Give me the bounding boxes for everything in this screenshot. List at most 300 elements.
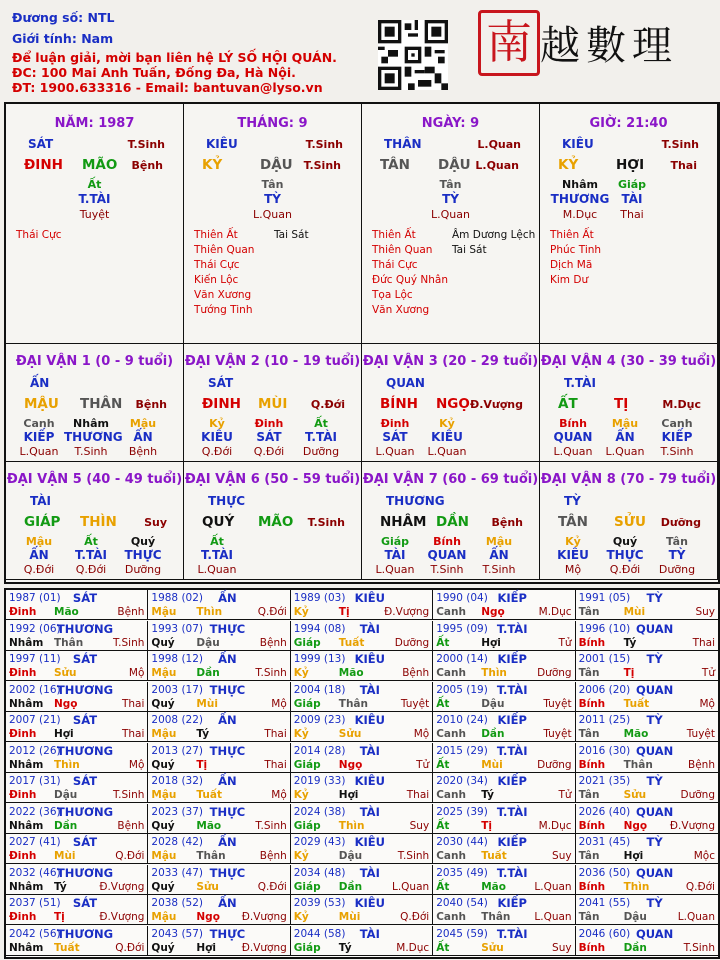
year-stage: Q.Đới (400, 911, 430, 923)
year-stage: Dưỡng (537, 667, 572, 679)
year-stem: Canh (436, 606, 466, 618)
year-ten-god: TÀI (359, 865, 380, 880)
year-label: 2037 (51) (9, 897, 61, 909)
luck-cycle-cell (362, 462, 540, 580)
year-label: 1997 (11) (9, 653, 61, 665)
hidden-ten-god: THƯƠNG (550, 192, 610, 206)
year-cell (576, 865, 718, 895)
year-cell (148, 621, 290, 651)
year-stem: Bính (578, 880, 606, 893)
year-cell (6, 743, 148, 773)
year-stage: Q.Đới (257, 880, 287, 893)
year-cell (148, 590, 290, 620)
luck-cycle-title: ĐẠI VẬN 5 (40 - 49 tuổi) (6, 472, 183, 487)
year-branch: Tị (196, 758, 208, 771)
year-stem: Nhâm (9, 697, 44, 710)
year-label: 2005 (19) (436, 683, 488, 696)
hidden-stem: Kỷ (209, 417, 225, 430)
pillar-stem: KỶ (558, 157, 579, 173)
gender-line: Giới tính: Nam (12, 31, 114, 46)
pillar-title: THÁNG: 9 (237, 116, 308, 131)
year-ten-god: T.TÀI (496, 865, 528, 880)
year-cell (6, 682, 148, 712)
year-stem: Nhâm (9, 758, 44, 771)
hidden-stem: Ất (314, 417, 328, 430)
year-ten-god: TÀI (359, 621, 380, 636)
year-branch: Tuất (623, 697, 650, 710)
star-item: Thái Cực (16, 229, 62, 241)
year-cell (433, 804, 575, 834)
hidden-stage: Q.Đới (609, 563, 641, 576)
pillar-branch: HỢI (616, 157, 645, 173)
year-stage: M.Dục (538, 819, 572, 832)
year-ten-god: KIẾP (497, 652, 527, 666)
year-stem: Mậu (151, 667, 177, 679)
year-ten-god: TÀI (359, 926, 380, 941)
year-stem: Mậu (151, 606, 177, 618)
hidden-stem: Mậu (129, 417, 157, 430)
hidden-stage: L.Quan (605, 445, 645, 458)
year-ten-god: ẤN (218, 713, 237, 727)
luck-stem: NHÂM (380, 514, 427, 530)
year-label: 2002 (16) (9, 683, 61, 696)
year-label: 2032 (46) (9, 866, 61, 879)
year-stage: Đ.Vượng (241, 941, 287, 954)
year-label: 2040 (54) (436, 897, 488, 909)
hidden-ten-god: QUAN (553, 430, 593, 444)
year-branch: Dần (338, 880, 363, 893)
year-label: 2010 (24) (436, 714, 488, 726)
year-stage: Đ.Vượng (99, 911, 145, 923)
year-branch: Mùi (481, 758, 503, 771)
year-branch: Mão (196, 819, 222, 832)
annual-table (4, 588, 720, 959)
luck-branch: MÃO (258, 514, 294, 530)
year-branch: Dậu (623, 911, 647, 923)
year-stem: Bính (578, 636, 606, 649)
year-stem: Quý (151, 758, 175, 771)
year-cell (148, 804, 290, 834)
year-label: 2025 (39) (436, 805, 488, 818)
luck-stem: TÂN (558, 514, 588, 530)
year-ten-god: QUAN (635, 621, 674, 636)
year-label: 2035 (49) (436, 866, 488, 879)
hidden-stem: Bính (559, 417, 587, 430)
luck-stage: Đ.Vượng (469, 398, 523, 411)
year-stem: Ất (436, 819, 450, 832)
pillar-cell (6, 104, 184, 344)
year-cell (576, 621, 718, 651)
year-stage: Thai (121, 728, 145, 740)
year-label: 1994 (08) (293, 622, 346, 635)
year-label: 2014 (28) (293, 744, 346, 757)
star-item: Thái Cực (372, 259, 418, 271)
year-branch: Dần (54, 819, 78, 832)
year-label: 2044 (58) (293, 927, 346, 940)
year-cell (291, 590, 433, 620)
year-stage: Suy (552, 941, 572, 954)
luck-cycle-title: ĐẠI VẬN 1 (0 - 9 tuổi) (15, 354, 174, 369)
pillar-branch: MÃO (82, 157, 118, 173)
luck-stage: Bệnh (491, 516, 523, 529)
hidden-stage: Thai (620, 208, 644, 221)
year-cell (576, 712, 718, 742)
year-branch: Tuất (338, 636, 365, 649)
year-branch: Sửu (481, 941, 504, 954)
star-item: Văn Xương (372, 304, 430, 316)
year-label: 2011 (25) (578, 714, 631, 726)
year-stem: Nhâm (9, 819, 44, 832)
hidden-ten-god: KIÊU (431, 430, 463, 444)
year-cell (576, 743, 718, 773)
year-branch: Ngọ (481, 606, 505, 618)
year-stage: Tử (558, 636, 572, 649)
brand-title: 越數理 (540, 23, 678, 69)
year-stem: Giáp (293, 941, 321, 954)
year-stem: Nhâm (9, 880, 44, 893)
year-stage: Suy (409, 819, 430, 832)
year-stage: Suy (695, 606, 715, 618)
year-stem: Kỷ (293, 789, 309, 801)
star-item: Phúc Tinh (550, 244, 602, 256)
luck-ten-god: TÀI (30, 494, 52, 508)
pillar-cell (540, 104, 718, 344)
year-cell (291, 621, 433, 651)
year-stage: T.Sinh (112, 636, 145, 649)
year-stem: Mậu (151, 911, 177, 923)
year-label: 1988 (02) (151, 592, 204, 604)
year-cell (433, 743, 575, 773)
hidden-stage: L.Quan (427, 445, 467, 458)
luck-stage: Dưỡng (660, 516, 701, 529)
hidden-stage: M.Dục (562, 208, 598, 221)
year-label: 1999 (13) (293, 653, 346, 665)
pillar-stem: TÂN (380, 157, 410, 173)
year-stage: T.Sinh (255, 667, 287, 679)
year-cell (433, 682, 575, 712)
luck-cycle-cell (6, 462, 184, 580)
year-stage: Thai (264, 758, 287, 771)
year-cell (433, 834, 575, 864)
year-label: 2036 (50) (578, 866, 631, 879)
year-branch: Tị (338, 606, 350, 618)
year-label: 2031 (45) (578, 836, 631, 848)
star-item: Thiên Quan (372, 244, 433, 256)
hidden-stage: L.Quan (197, 563, 237, 576)
year-stage: Đ.Vượng (99, 880, 145, 893)
year-cell (576, 773, 718, 803)
hidden-ten-god: KIÊU (201, 430, 233, 444)
year-label: 2015 (29) (436, 744, 488, 757)
year-branch: Thìn (196, 606, 223, 618)
year-ten-god: KIÊU (354, 713, 385, 727)
pillar-stage: Bệnh (131, 159, 163, 172)
year-branch: Sửu (338, 728, 362, 740)
year-stage: Tuyệt (686, 728, 715, 740)
hidden-stage: L.Quan (431, 208, 470, 221)
hidden-stage: Q.Đới (23, 563, 55, 576)
year-label: 1990 (04) (436, 592, 488, 604)
year-stage: Đ.Vượng (241, 911, 287, 923)
year-label: 2030 (44) (436, 836, 488, 848)
year-cell (6, 926, 148, 956)
year-branch: Mùi (623, 606, 646, 618)
star-item: Dịch Mã (550, 259, 593, 271)
star-item: Thái Cực (194, 259, 240, 271)
year-stem: Tân (578, 850, 600, 862)
year-branch: Thìn (338, 819, 365, 832)
year-cell (433, 590, 575, 620)
luck-stem: MẬU (24, 396, 59, 412)
year-stem: Nhâm (9, 941, 44, 954)
year-ten-god: THƯƠNG (56, 926, 114, 941)
year-label: 2012 (26) (9, 744, 61, 757)
year-ten-god: THỰC (209, 743, 246, 758)
year-label: 2024 (38) (293, 805, 346, 818)
year-label: 2018 (32) (151, 775, 204, 787)
hidden-ten-god: KIẾP (661, 430, 693, 444)
year-branch: Thìn (623, 880, 650, 893)
year-stage: Bệnh (117, 606, 145, 618)
luck-stem: BÍNH (380, 396, 418, 412)
luck-cycle-title: ĐẠI VẬN 8 (70 - 79 tuổi) (540, 472, 717, 487)
hidden-stage: Q.Đới (75, 563, 107, 576)
year-branch: Ngọ (338, 758, 363, 771)
year-stem: Đinh (9, 850, 37, 862)
year-stage: Mộ (128, 758, 145, 771)
year-stem: Ất (436, 697, 450, 710)
pillar-title: GIỜ: 21:40 (589, 116, 668, 131)
year-stem: Giáp (293, 697, 321, 710)
luck-stem: ẤT (558, 396, 578, 412)
year-stem: Kỷ (293, 850, 309, 862)
luck-branch: MÙI (258, 396, 288, 412)
year-label: 2007 (21) (9, 714, 61, 726)
star-item: Văn Xương (194, 289, 252, 301)
hidden-ten-god: TỲ (668, 548, 686, 562)
year-cell (576, 834, 718, 864)
year-branch: Mão (338, 667, 364, 679)
year-stem: Kỷ (293, 911, 309, 923)
pillar-ten-god: KIÊU (206, 137, 238, 151)
hidden-stem: Nhâm (73, 417, 109, 430)
year-branch: Thân (481, 911, 511, 923)
hidden-stage: T.Sinh (482, 563, 516, 576)
luck-ten-god: SÁT (208, 376, 234, 390)
year-label: 2028 (42) (151, 836, 204, 848)
year-cell (576, 926, 718, 956)
year-stem: Quý (151, 941, 175, 954)
year-branch: Hợi (481, 636, 501, 649)
pillar-stem: KỶ (202, 157, 223, 173)
contact-line-3: ĐT: 1900.633316 - Email: bantuvan@lyso.vn (12, 80, 323, 95)
year-cell (148, 773, 290, 803)
pillar-stage: T.Sinh (303, 159, 341, 172)
year-branch: Hợi (623, 850, 644, 862)
year-label: 2023 (37) (151, 805, 204, 818)
year-stage: Q.Đới (257, 606, 287, 618)
hidden-ten-god: T.TÀI (75, 548, 107, 562)
pillar-ten-god: KIÊU (562, 137, 594, 151)
year-branch: Tuất (54, 941, 80, 954)
luck-stem: QUÝ (202, 514, 235, 530)
luck-ten-god: TỲ (564, 494, 581, 508)
year-label: 2043 (57) (151, 927, 204, 940)
year-label: 1996 (10) (578, 622, 631, 635)
year-stem: Bính (578, 758, 606, 771)
hidden-ten-god: THỰC (124, 548, 162, 562)
pillar-stage-top: T.Sinh (127, 138, 165, 151)
luck-branch: SỬU (614, 514, 646, 530)
year-label: 2006 (20) (578, 683, 631, 696)
year-stage: Tử (701, 667, 715, 679)
year-branch: Mão (481, 880, 506, 893)
luck-stem: GIÁP (24, 514, 61, 530)
year-branch: Mão (54, 606, 79, 618)
year-cell (148, 743, 290, 773)
luck-stage: Q.Đới (310, 398, 345, 411)
hidden-stage: L.Quan (19, 445, 59, 458)
year-stage: Tuyệt (543, 728, 572, 740)
year-ten-god: THƯƠNG (56, 743, 114, 758)
pillar-title: NĂM: 1987 (54, 116, 135, 131)
year-ten-god: SÁT (72, 591, 98, 605)
luck-stage: M.Dục (662, 398, 701, 411)
year-ten-god: KIẾP (497, 774, 527, 788)
luck-stage: Suy (144, 516, 167, 529)
luck-branch: NGỌ (436, 396, 470, 412)
contact-line-1: Để luận giải, mời bạn liên hệ LÝ SỐ HỘI QUÁN. (12, 50, 337, 65)
year-stage: Tuyệt (543, 697, 572, 710)
year-stage: T.Sinh (397, 850, 430, 862)
year-branch: Tý (623, 636, 637, 649)
year-branch: Tý (54, 880, 67, 893)
luck-stage: Bệnh (135, 398, 167, 411)
luck-cycle-cell (184, 462, 362, 580)
hidden-stage: Mộ (564, 563, 582, 576)
year-stage: T.Sinh (683, 941, 715, 954)
year-ten-god: ẤN (218, 896, 237, 910)
hidden-stem: Tân (439, 178, 462, 191)
year-stage: Dưỡng (537, 758, 572, 771)
year-ten-god: THƯƠNG (56, 804, 114, 819)
hidden-stage: Dưỡng (658, 563, 696, 576)
luck-cycle-cell (540, 344, 718, 462)
year-cell (291, 834, 433, 864)
year-ten-god: TỲ (646, 835, 663, 849)
hidden-stem: Canh (661, 417, 693, 430)
year-label: 2004 (18) (293, 683, 346, 696)
luck-stem: ĐINH (202, 396, 241, 412)
hidden-stem: Giáp (380, 535, 410, 548)
pillar-ten-god: SÁT (28, 137, 54, 151)
year-cell (6, 865, 148, 895)
hidden-stem: Ất (210, 535, 224, 548)
year-cell (576, 804, 718, 834)
year-branch: Tị (54, 911, 65, 923)
hidden-ten-god: TỲ (442, 192, 459, 206)
hidden-stage: L.Quan (553, 445, 593, 458)
year-ten-god: ẤN (218, 774, 237, 788)
year-label: 2038 (52) (151, 897, 204, 909)
year-label: 1993 (07) (151, 622, 204, 635)
hidden-stage: Q.Đới (253, 445, 285, 458)
star-item: Kiến Lộc (194, 274, 239, 286)
year-stem: Tân (578, 667, 600, 679)
chart-grid (4, 102, 720, 584)
year-branch: Mùi (338, 911, 361, 923)
year-label: 2033 (47) (151, 866, 204, 879)
hidden-stage: T.Sinh (74, 445, 108, 458)
year-branch: Tị (481, 819, 492, 832)
year-label: 2041 (55) (578, 897, 631, 909)
qr-code-icon[interactable] (378, 20, 448, 90)
hidden-ten-god: ẤN (133, 430, 153, 444)
luck-cycle-title: ĐẠI VẬN 4 (30 - 39 tuổi) (540, 354, 717, 369)
pillar-stage-top: T.Sinh (661, 138, 699, 151)
year-branch: Ngọ (54, 697, 78, 710)
year-cell (148, 895, 290, 925)
hidden-stem: Đinh (254, 417, 284, 430)
year-label: 2029 (43) (293, 836, 346, 848)
year-label: 2000 (14) (436, 653, 488, 665)
pillar-ten-god: THÂN (384, 137, 422, 151)
year-ten-god: THỰC (209, 804, 246, 819)
year-cell (433, 865, 575, 895)
year-stem: Quý (151, 636, 175, 649)
year-cell (291, 773, 433, 803)
hidden-stem: Mậu (485, 535, 513, 548)
pillar-cell (184, 104, 362, 344)
year-label: 2021 (35) (578, 775, 631, 787)
hidden-stem: Bính (433, 535, 461, 548)
year-stem: Mậu (151, 789, 177, 801)
year-branch: Ngọ (196, 911, 220, 923)
year-stage: Tuyệt (400, 697, 430, 710)
year-branch: Dậu (481, 697, 505, 710)
pillar-stage-top: T.Sinh (305, 138, 343, 151)
year-stem: Ất (436, 880, 450, 893)
year-branch: Tuất (196, 789, 222, 801)
year-stem: Mậu (151, 850, 177, 862)
luck-cycle-cell (6, 344, 184, 462)
hidden-stem: Nhâm (562, 178, 598, 191)
luck-ten-god: THƯƠNG (386, 494, 445, 508)
year-stem: Canh (436, 911, 466, 923)
year-branch: Thân (338, 697, 368, 710)
year-branch: Dần (481, 728, 505, 740)
year-cell (6, 834, 148, 864)
year-cell (6, 773, 148, 803)
hidden-stem: Ất (84, 535, 98, 548)
year-cell (433, 621, 575, 651)
year-stage: Q.Đới (115, 941, 145, 954)
year-stem: Tân (578, 789, 600, 801)
year-stem: Đinh (9, 911, 37, 923)
year-ten-god: KIÊU (354, 652, 385, 666)
year-label: 2027 (41) (9, 836, 61, 848)
pillar-title: NGÀY: 9 (421, 116, 480, 131)
year-stage: Mộ (699, 697, 715, 710)
hidden-ten-god: ẤN (29, 548, 49, 562)
hidden-ten-god: SÁT (382, 430, 408, 444)
year-stem: Bính (578, 819, 606, 832)
year-stage: M.Dục (396, 941, 430, 954)
year-cell (291, 743, 433, 773)
year-label: 2034 (48) (293, 866, 346, 879)
pillar-stem: ĐINH (24, 157, 63, 173)
star-item: Thiên Quan (194, 244, 255, 256)
